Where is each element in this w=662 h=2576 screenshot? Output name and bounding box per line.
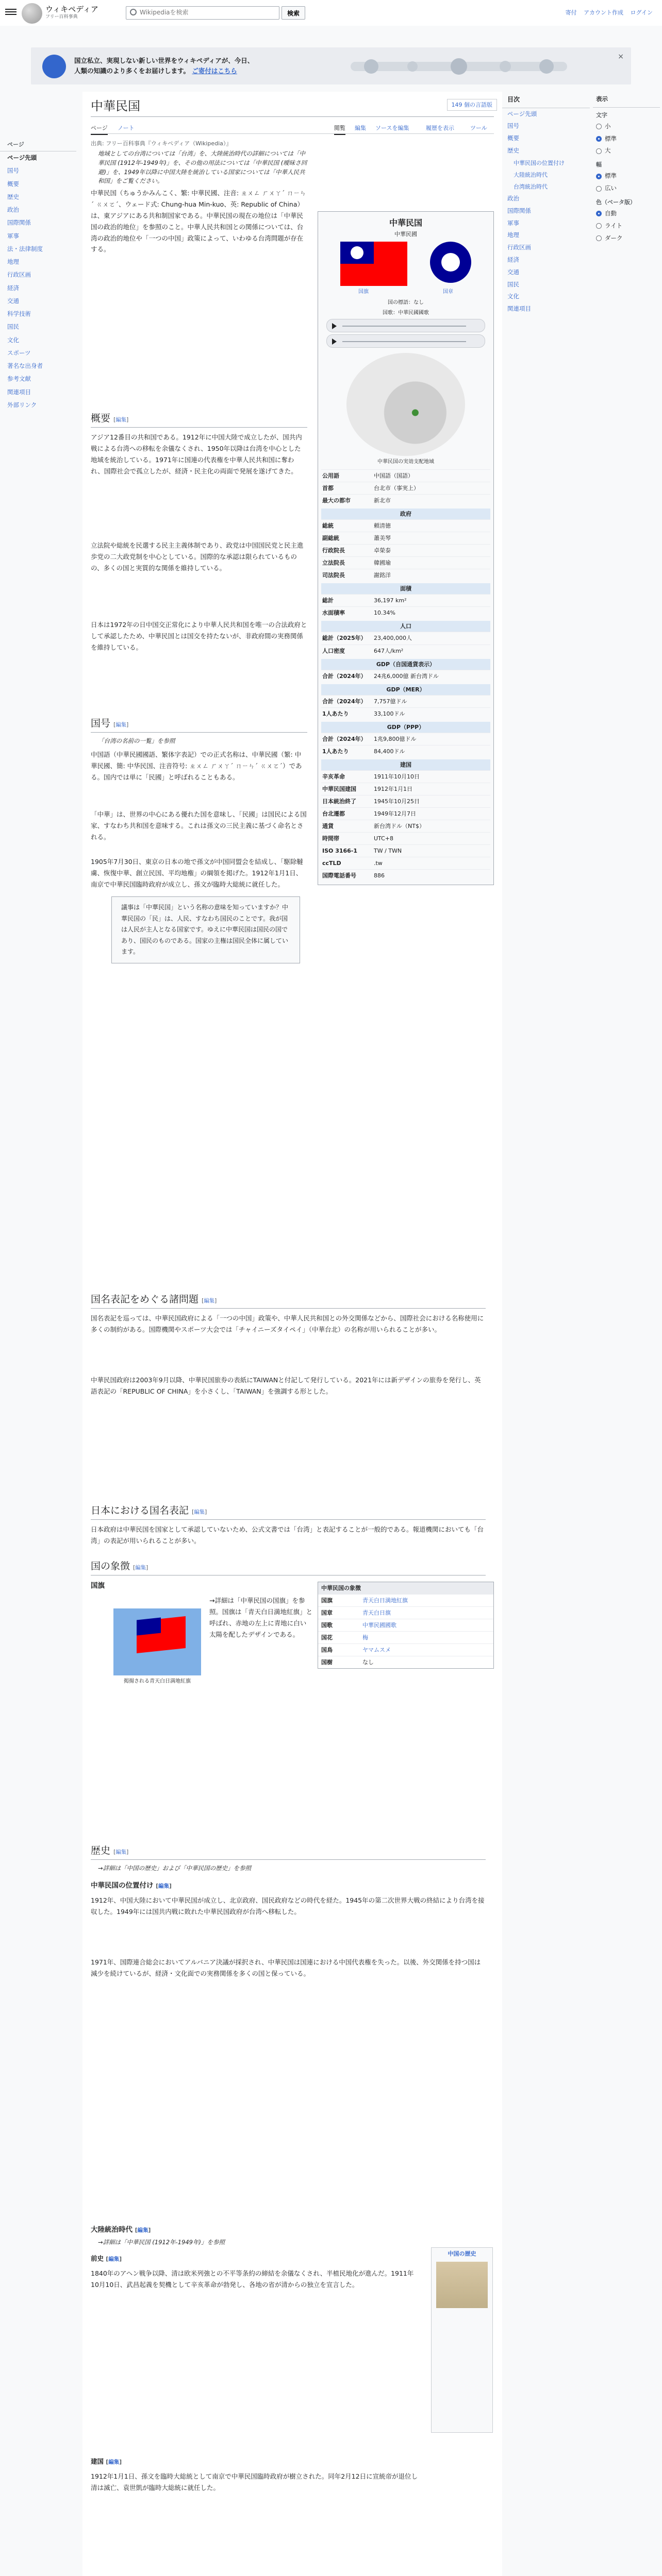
infobox-row bbox=[321, 745, 490, 757]
site-tagline: フリー百科事典 bbox=[45, 14, 78, 20]
infobox-row bbox=[321, 544, 490, 556]
infobox-row bbox=[321, 820, 490, 832]
appearance-title: 表示 bbox=[593, 92, 660, 108]
infobox-row bbox=[321, 707, 490, 720]
toc-item[interactable]: 軍事 bbox=[507, 219, 519, 227]
sidebar-item[interactable]: 文化 bbox=[7, 336, 19, 344]
infobox bbox=[318, 211, 494, 885]
paragraph: 立法院や総統を民選する民主主義体制であり、政党は中国国民党と民主進歩党の二大政党制を中心としている。国際的な承認は限られているものの、多くの国と実質的な関係を維持している。 bbox=[91, 541, 304, 572]
cell-key: 国旗 bbox=[321, 1597, 333, 1604]
infobox-row bbox=[321, 733, 490, 745]
color-option[interactable] bbox=[593, 208, 660, 220]
infobox-value: 台北市（事実上） bbox=[374, 484, 419, 492]
infobox-value: 1911年10月10日 bbox=[374, 773, 420, 780]
heading-text: 国名表記をめぐる諸問題 bbox=[91, 1294, 199, 1305]
sidebar-item[interactable]: 参考文献 bbox=[7, 375, 31, 383]
toc-item[interactable]: 国際関係 bbox=[507, 207, 531, 214]
infobox-key: 合計（2024年） bbox=[322, 735, 367, 742]
toc-item[interactable]: 大陸統治時代 bbox=[514, 171, 548, 178]
infobox-key: 中華民国建国 bbox=[322, 786, 356, 793]
subheading-ichidzuke: 中華民国の位置付け [編集] bbox=[91, 1882, 172, 1890]
sidebar-item[interactable]: 科学技術 bbox=[7, 310, 31, 318]
infobox-row bbox=[321, 807, 490, 820]
infobox-row bbox=[321, 695, 490, 707]
location-map[interactable] bbox=[346, 353, 465, 456]
infobox-key: 合計（2024年） bbox=[322, 698, 367, 705]
infobox-section: 人口 bbox=[321, 621, 490, 632]
radio-icon[interactable] bbox=[596, 124, 602, 129]
infobox-value: 中国語（国語） bbox=[374, 472, 413, 479]
infobox-value: 新台湾ドル（NT$） bbox=[374, 823, 425, 830]
cell-key: 国鳥 bbox=[321, 1647, 333, 1654]
flag-caption[interactable]: 国旗 bbox=[358, 289, 369, 295]
infobox-key: 立法院長 bbox=[322, 560, 345, 567]
tab-talk[interactable]: ノート bbox=[118, 125, 135, 131]
radio-icon[interactable] bbox=[596, 211, 602, 216]
sidebar-item[interactable]: 著名な出身者 bbox=[7, 362, 43, 370]
infobox-key: 日本統治終了 bbox=[322, 798, 356, 805]
sidebar-item[interactable]: スポーツ bbox=[7, 349, 31, 357]
color-option[interactable] bbox=[593, 232, 660, 245]
infobox-value: 謝銘洋 bbox=[374, 572, 391, 579]
map-caption: 中華民国の実効支配地域 bbox=[377, 459, 434, 465]
option-label: 広い bbox=[605, 184, 617, 192]
infobox-row bbox=[321, 519, 490, 532]
radio-icon[interactable] bbox=[596, 174, 602, 179]
option-label: ライト bbox=[605, 222, 623, 229]
infobox-key: 台北遷都 bbox=[322, 810, 345, 818]
infobox-key: 総統 bbox=[322, 522, 334, 530]
paragraph: 中国語（中華民國國語、繁体字表記）での正式名称は、中華民國（繁: 中華民國、簡: 中华民国、注音符号: ㄓㄨㄥ ㄏㄨㄚˊ ㄇㄧㄣˊ ㄍㄨㄛˊ）である。国内では単に「民國」と呼ばれることもある。 bbox=[91, 751, 302, 781]
option-label: 大 bbox=[605, 147, 611, 155]
search-input[interactable] bbox=[140, 9, 274, 16]
edit-link[interactable]: 編集 bbox=[115, 722, 127, 728]
heading-text: 中華民国の位置付け bbox=[91, 1882, 154, 1890]
paragraph: 日本政府は中華民国を国家として承認していないため、公式文書では「台湾」と表記することが一般的である。報道機関においても「台湾」の表記が用いられることが多い。 bbox=[91, 1526, 484, 1545]
cell-value: なし bbox=[362, 1659, 374, 1666]
heading-text: 日本における国名表記 bbox=[91, 1505, 189, 1516]
heading-text: 概要 bbox=[91, 413, 111, 424]
cell-value[interactable]: 梅 bbox=[362, 1634, 368, 1641]
sidebar-item[interactable]: 関連項目 bbox=[7, 388, 31, 396]
sidebar-item[interactable]: 交通 bbox=[7, 297, 19, 304]
infobox-row bbox=[321, 783, 490, 795]
paragraph: →詳細は「中華民国の国旗」を参照。国旗は「青天白日満地紅旗」と呼ばれ、赤地の左上に青地に白い太陽を配したデザインである。 bbox=[209, 1597, 313, 1638]
infobox-section: GDP（自国通貨表示） bbox=[321, 659, 490, 670]
cell-key: 国章 bbox=[321, 1609, 333, 1617]
infobox-value: 1912年1月1日 bbox=[374, 786, 412, 793]
color-option[interactable] bbox=[593, 220, 660, 232]
search-button[interactable]: 検索 bbox=[282, 6, 305, 20]
infobox-value: 卓榮泰 bbox=[374, 547, 391, 554]
sidebar-item[interactable]: 外部リンク bbox=[7, 401, 37, 409]
infobox-section: GDP（MER） bbox=[321, 684, 490, 695]
flag-photo-caption: 掲揚される青天白日満地紅旗 bbox=[124, 1679, 191, 1684]
infobox-key: 総計（2025年） bbox=[322, 635, 367, 642]
infobox-key: 1人あたり bbox=[322, 710, 349, 717]
subheading-tairiku: 大陸統治時代 [編集] bbox=[91, 2226, 151, 2234]
edit-link[interactable]: 編集 bbox=[135, 1565, 146, 1571]
infobox-row bbox=[321, 532, 490, 544]
text-size-option[interactable] bbox=[593, 133, 660, 145]
option-label: 標準 bbox=[605, 172, 617, 180]
infobox-key: 総計 bbox=[322, 597, 334, 604]
infobox-key: 最大の都市 bbox=[322, 497, 351, 504]
paragraph: 「中華」は、世界の中心にある優れた国を意味し、「民國」は国民による国家、すなわち共和国を意味する。これは孫文の三民主義に基づく命名とされる。 bbox=[91, 810, 307, 841]
donate-banner-link[interactable]: ご寄付はこちら bbox=[192, 67, 237, 75]
search-box[interactable] bbox=[126, 6, 279, 20]
table-row bbox=[318, 1643, 493, 1656]
tab-read[interactable]: 閲覧 bbox=[334, 124, 345, 135]
sidebar-item[interactable]: 歴史 bbox=[7, 193, 19, 200]
infobox-key: 首都 bbox=[322, 484, 334, 492]
close-icon[interactable]: × bbox=[618, 53, 624, 61]
infobox-value: 10.34% bbox=[374, 609, 395, 617]
infobox-key: 辛亥革命 bbox=[322, 773, 345, 780]
infobox-row bbox=[321, 556, 490, 569]
infobox-value: 647人/km² bbox=[374, 647, 404, 654]
hatnote: 地域としての台湾については「台湾」を、大陸統治時代の詳細については「中華民国 (1912年-1949年)」を、その他の用法については「中華民国 (曖昧さ回避)」を、1949年以降に中国大陸を統治している国家については「中華人民共和国」をご覧ください。 bbox=[98, 150, 307, 185]
intro-paragraph: 中華民国（ちゅうかみんこく、繁: 中華民國、注音: ㄓㄨㄥ ㄏㄨㄚˊ ㄇㄧㄣˊ ㄍㄨㄛˊ、ウェード式: Chung-hua Min-kuo、英: Republic of China）は、東アジアにある共和制国家である。中華民国の現在の地位は「中華民国の政治的地位」を参照のこと。中華人民共和国との関係については、台湾の政治的地位や「一つの中国」政策によって、いわゆる台湾問題が存在する。 bbox=[91, 189, 306, 253]
toc-item[interactable]: 国民 bbox=[507, 280, 519, 288]
sidebar-item[interactable]: 法・法律制度 bbox=[7, 245, 43, 252]
toc-item[interactable]: 歴史 bbox=[507, 147, 519, 155]
infobox-value: 1949年12月7日 bbox=[374, 810, 416, 818]
sidebar-item[interactable]: 国民 bbox=[7, 323, 19, 331]
toc-title: 目次 bbox=[502, 92, 590, 108]
tab-edit[interactable]: 編集 bbox=[355, 125, 366, 131]
width-option[interactable] bbox=[593, 170, 660, 182]
sidebar-toc bbox=[0, 138, 76, 412]
hatnote: 「台湾の名前の一覧」を参照 bbox=[98, 737, 175, 744]
infobox-section: 面積 bbox=[321, 583, 490, 594]
infobox-value: 23,400,000人 bbox=[374, 635, 412, 642]
infobox-row bbox=[321, 632, 490, 644]
section-heading-syouchou: 国の象徴 [編集] bbox=[91, 1559, 486, 1575]
toc-item[interactable]: 交通 bbox=[507, 268, 519, 276]
toc-item[interactable]: ページ先頭 bbox=[507, 110, 537, 117]
edit-link[interactable]: 編集 bbox=[194, 1509, 205, 1515]
infobox-value: 24兆6,000億 新台湾ドル bbox=[374, 672, 439, 680]
toc-item[interactable]: 政治 bbox=[507, 194, 519, 202]
infobox-key: 通貨 bbox=[322, 823, 334, 830]
paragraph: アジア12番目の共和国である。1912年に中国大陸で成立したが、国共内戦による台湾への移転を余儀なくされ、1950年以降は台湾を中心とした地域を統治している。1971年に国連の代表権を中華人民共和国に奪われ、国際社会で孤立したが、経済・民主化の両面で発展を遂げてきた。 bbox=[91, 433, 302, 475]
toc-item[interactable]: 国号 bbox=[507, 122, 519, 130]
tab-page[interactable]: ページ bbox=[91, 124, 108, 135]
banner-icon bbox=[42, 55, 66, 78]
infobox-row bbox=[321, 869, 490, 882]
infobox-key: 国際電話番号 bbox=[322, 872, 356, 879]
infobox-rows bbox=[321, 469, 490, 882]
quote-box: 議事は「中華民国」という名称の意味を知っていますか？中華民国の「民」は、人民、すなわち国民のことです。我が国は人民が主人となる国家です。ゆえに中華民国は国民の国であり、国民のものである。国家の主権は国民全体に属しています。 bbox=[111, 896, 300, 963]
history-map-image[interactable] bbox=[436, 2262, 488, 2308]
infobox-row bbox=[321, 670, 490, 682]
infobox-value: 7,757億ドル bbox=[374, 698, 407, 705]
sidebar-title: ページ bbox=[0, 138, 76, 151]
wikipedia-logo[interactable] bbox=[22, 3, 42, 24]
infobox-key: 行政院長 bbox=[322, 547, 345, 554]
radio-icon[interactable] bbox=[596, 235, 602, 241]
paragraph: 1912年1月1日、孫文を臨時大総統として南京で中華民国臨時政府が樹立された。同年2月12日に宣統帝が退位し清は滅亡、袁世凱が臨時大総統に就任した。 bbox=[91, 2472, 418, 2492]
hatnote: →詳細は「中国の歴史」および「中華民国の歴史」を参照 bbox=[98, 1865, 252, 1872]
tab-history[interactable]: 履歴を表示 bbox=[426, 125, 454, 131]
sidebar-item[interactable]: 国号 bbox=[7, 167, 19, 175]
paragraph: 1971年、国際連合総会においてアルバニア決議が採択され、中華民国は国連における中国代表権を失った。以後、外交関係を持つ国は減少を続けているが、経済・文化面での実務関係を多くの国と保っている。 bbox=[91, 1958, 481, 1977]
section-heading-kokugou: 国号 [編集] bbox=[91, 716, 307, 733]
banner-message: 国立私立、実現しない新しい世界をウィキペディアが、今日、人類の知識のより多くをお届けします。 bbox=[74, 57, 254, 75]
login-link[interactable]: ログイン bbox=[630, 9, 653, 16]
sidebar-item[interactable]: 政治 bbox=[7, 206, 19, 214]
heading-text: 前史 bbox=[91, 2255, 104, 2262]
infobox-value: 886 bbox=[374, 872, 385, 879]
contents-panel bbox=[502, 92, 590, 315]
sidebar-item[interactable]: 軍事 bbox=[7, 232, 19, 240]
main-menu-button[interactable] bbox=[5, 7, 16, 16]
text-size-option[interactable] bbox=[593, 145, 660, 157]
flag-photo[interactable] bbox=[113, 1608, 201, 1675]
option-label: 自動 bbox=[605, 210, 617, 217]
play-icon[interactable] bbox=[332, 323, 337, 329]
section-heading-meisyou: 国名表記をめぐる諸問題 [編集] bbox=[91, 1292, 486, 1309]
donation-banner bbox=[31, 47, 631, 84]
infobox-value: 新北市 bbox=[374, 497, 391, 504]
edit-link[interactable]: 編集 bbox=[108, 2256, 120, 2262]
infobox-row bbox=[321, 770, 490, 783]
width-option[interactable] bbox=[593, 182, 660, 195]
text-size-option[interactable] bbox=[593, 121, 660, 133]
infobox-key: 1人あたり bbox=[322, 748, 349, 755]
toc-item[interactable]: 関連項目 bbox=[507, 305, 531, 313]
cell-key: 国樹 bbox=[321, 1659, 333, 1666]
table-row bbox=[318, 1656, 493, 1668]
infobox-row bbox=[321, 795, 490, 807]
heading-text: 建国 bbox=[91, 2458, 104, 2465]
table-row bbox=[318, 1606, 493, 1619]
edit-link[interactable]: 編集 bbox=[158, 1883, 170, 1889]
cell-value[interactable]: ヤマムスメ bbox=[362, 1647, 391, 1654]
cell-key: 国花 bbox=[321, 1634, 333, 1641]
sidebar-item[interactable]: 経済 bbox=[7, 284, 19, 292]
infobox-value: 1兆9,800億ドル bbox=[374, 735, 417, 742]
infobox-section: 建国 bbox=[321, 759, 490, 770]
option-label: 小 bbox=[605, 122, 611, 130]
page-tabs bbox=[91, 122, 494, 134]
option-label: ダーク bbox=[605, 234, 623, 242]
infobox-key: ISO 3166-1 bbox=[322, 848, 358, 855]
infobox-value: 蕭美琴 bbox=[374, 535, 391, 542]
sidebar-item[interactable]: 行政区画 bbox=[7, 271, 31, 279]
width-label: 幅 bbox=[596, 161, 602, 168]
history-sidebar-box bbox=[431, 2247, 493, 2433]
table-row bbox=[318, 1619, 493, 1631]
infobox-row bbox=[321, 569, 490, 581]
anthem-audio-player[interactable] bbox=[326, 319, 485, 332]
text-size-label: 文字 bbox=[596, 111, 607, 118]
edit-link[interactable]: 編集 bbox=[204, 1298, 215, 1304]
infobox-value: TW / TWN bbox=[374, 848, 402, 855]
from-line: 出典: フリー百科事典『ウィキペディア（Wikipedia）』 bbox=[91, 140, 232, 147]
play-icon[interactable] bbox=[332, 338, 337, 345]
paragraph: 中華民国政府は2003年9月以降、中華民国旅券の表紙にTAIWANと付記して発行している。2021年には新デザインの旅券を発行し、英語表記の「REPUBLIC OF CHINA」を小さくし、「TAIWAN」を強調する形とした。 bbox=[91, 1376, 481, 1395]
toc-item[interactable]: 概要 bbox=[507, 134, 519, 142]
site-header bbox=[0, 0, 662, 26]
create-account-link[interactable]: アカウント作成 bbox=[584, 9, 624, 16]
infobox-value: .tw bbox=[374, 860, 383, 867]
infobox-key: 公用語 bbox=[322, 472, 339, 479]
table-row bbox=[318, 1631, 493, 1643]
heading-text: 国の象徴 bbox=[91, 1561, 130, 1572]
tab-tools[interactable]: ツール bbox=[470, 125, 487, 131]
radio-icon[interactable] bbox=[596, 186, 602, 192]
section-heading-nihon: 日本における国名表記 [編集] bbox=[91, 1503, 486, 1520]
motto: 国の標語：なし bbox=[388, 300, 424, 306]
appearance-panel bbox=[593, 92, 660, 244]
edit-link[interactable]: 編集 bbox=[137, 2227, 148, 2233]
infobox-section: GDP（PPP） bbox=[321, 722, 490, 733]
paragraph: 1905年7月30日、東京の日本の地で孫文が中国同盟会を結成し、「駆除韃虜、恢復中華、創立民国、平均地権」の綱領を掲げた。1912年1月1日、南京で中華民国臨時政府が成立し、孫文が臨時大総統に就任した。 bbox=[91, 858, 303, 888]
heading-text: 歴史 bbox=[91, 1845, 111, 1856]
radio-icon[interactable] bbox=[596, 148, 602, 154]
section-heading-rekishi: 歴史 [編集] bbox=[91, 1843, 486, 1860]
infobox-title: 中華民国 bbox=[389, 218, 422, 228]
subheading-flag: 国旗 bbox=[91, 1582, 105, 1590]
paragraph: 1912年、中国大陸において中華民国が成立し、北京政府、国民政府などの時代を経た。1945年の第二次世界大戦の終結により台湾を接収した。1949年には国共内戦に敗れた中華民国政府が台湾へ移転した。 bbox=[91, 1896, 485, 1916]
sidebar-item[interactable]: 国際関係 bbox=[7, 219, 31, 227]
infobox-value: 韓國瑜 bbox=[374, 560, 391, 567]
infobox-value: 1945年10月25日 bbox=[374, 798, 420, 805]
infobox-row bbox=[321, 469, 490, 482]
cell-key: 国歌 bbox=[321, 1622, 333, 1629]
infobox-row bbox=[321, 832, 490, 844]
heading-text: 国号 bbox=[91, 718, 111, 729]
search-icon bbox=[130, 9, 137, 15]
subheading-seiritsu: 建国 [編集] bbox=[91, 2458, 122, 2465]
article-main bbox=[82, 92, 502, 2576]
paragraph: 1840年のアヘン戦争以降、清は欧米列強との不平等条約の締結を余儀なくされ、半植民地化が進んだ。1911年10月10日、武昌起義を契機として辛亥革命が勃発し、各地の省が清からの独立を宣言した。 bbox=[91, 2269, 414, 2289]
infobox-value: 84,400ドル bbox=[374, 748, 405, 755]
cell-value[interactable]: 青天白日旗 bbox=[362, 1609, 391, 1617]
flag-image[interactable] bbox=[340, 242, 407, 286]
language-button[interactable]: 149 個の言語版 bbox=[447, 99, 498, 111]
edit-link[interactable]: 編集 bbox=[108, 2459, 120, 2465]
edit-link[interactable]: 編集 bbox=[115, 1849, 127, 1855]
infobox-key: 時間帯 bbox=[322, 835, 339, 842]
section-heading-gaiyou: 概要 [編集] bbox=[91, 411, 307, 428]
toc-item[interactable]: 文化 bbox=[507, 293, 519, 300]
paragraph: 国名表記を巡っては、中華民国政府による「一つの中国」政策や、中華人民共和国との外交関係などから、国際社会における名称使用に多くの制約がある。国際機関やスポーツ大会では「チャイニーズタイペイ」（中華台北）の名称が用いられることが多い。 bbox=[91, 1314, 484, 1333]
toc-list bbox=[502, 108, 590, 316]
toc-item[interactable]: 行政区画 bbox=[507, 244, 531, 251]
title-divider bbox=[91, 116, 494, 117]
hatnote: →詳細は「中華民国 (1912年-1949年)」を参照 bbox=[98, 2239, 225, 2246]
infobox-row bbox=[321, 857, 490, 869]
infobox-row bbox=[321, 494, 490, 506]
cell-value[interactable]: 中華民國國歌 bbox=[362, 1622, 396, 1629]
color-label: 色（ベータ版） bbox=[596, 198, 636, 206]
infobox-row bbox=[321, 594, 490, 606]
site-wordmark[interactable]: ウィキペディア bbox=[45, 5, 98, 14]
infobox-section: 政府 bbox=[321, 509, 490, 519]
toc-item[interactable]: 経済 bbox=[507, 256, 519, 264]
subheading-zenshi: 前史 [編集] bbox=[91, 2255, 122, 2262]
radio-icon[interactable] bbox=[596, 136, 602, 142]
radio-icon[interactable] bbox=[596, 223, 602, 229]
table-row bbox=[318, 1594, 493, 1606]
infobox-key: 人口密度 bbox=[322, 647, 345, 654]
sidebar-item[interactable]: 地理 bbox=[7, 258, 19, 266]
toc-item[interactable]: 中華民国の位置付け bbox=[514, 159, 565, 166]
anthem-label: 国歌：中華民國國歌 bbox=[383, 310, 429, 316]
history-box-title[interactable]: 中国の歴史 bbox=[448, 2250, 476, 2257]
infobox-key: 水面積率 bbox=[322, 609, 345, 617]
infobox-value: 33,100ドル bbox=[374, 710, 405, 717]
emblem-image[interactable] bbox=[430, 242, 471, 283]
symbol-table bbox=[318, 1582, 494, 1669]
tab-edit-source[interactable]: ソースを編集 bbox=[375, 125, 409, 131]
emblem-caption[interactable]: 国章 bbox=[443, 289, 453, 295]
symbol-table-header: 中華民国の象徴 bbox=[318, 1582, 493, 1594]
paragraph: 日本は1972年の日中国交正常化により中華人民共和国を唯一の合法政府として承認したため、中華民国とは国交を持たないが、非政府間の実務関係を維持している。 bbox=[91, 621, 307, 651]
infobox-row bbox=[321, 606, 490, 619]
infobox-row bbox=[321, 482, 490, 494]
banner-text bbox=[74, 56, 260, 76]
user-links bbox=[560, 8, 653, 17]
edit-link[interactable]: 編集 bbox=[115, 417, 127, 423]
infobox-key: 司法院長 bbox=[322, 572, 345, 579]
cell-value[interactable]: 青天白日満地紅旗 bbox=[362, 1597, 408, 1604]
heading-text: 大陸統治時代 bbox=[91, 2226, 133, 2234]
infobox-subtitle: 中華民國 bbox=[394, 230, 417, 238]
infobox-value: 36,197 km² bbox=[374, 597, 407, 604]
sidebar-item[interactable]: ページ先頭 bbox=[7, 154, 37, 162]
toc-item[interactable]: 地理 bbox=[507, 231, 519, 239]
option-label: 標準 bbox=[605, 134, 617, 142]
toc-item[interactable]: 台湾統治時代 bbox=[514, 183, 548, 190]
infobox-value: UTC+8 bbox=[374, 835, 394, 842]
infobox-key: 副総統 bbox=[322, 535, 339, 542]
infobox-key: ccTLD bbox=[322, 860, 341, 867]
infobox-row bbox=[321, 844, 490, 857]
infobox-key: 合計（2024年） bbox=[322, 672, 367, 680]
anthem-audio-player-2[interactable] bbox=[326, 334, 485, 348]
donate-link[interactable]: 寄付 bbox=[565, 9, 577, 16]
infobox-row bbox=[321, 645, 490, 657]
banner-illustration bbox=[351, 53, 567, 79]
page-title: 中華民国 bbox=[91, 99, 140, 113]
infobox-value: 頼清徳 bbox=[374, 522, 391, 530]
sidebar-item[interactable]: 概要 bbox=[7, 180, 19, 188]
